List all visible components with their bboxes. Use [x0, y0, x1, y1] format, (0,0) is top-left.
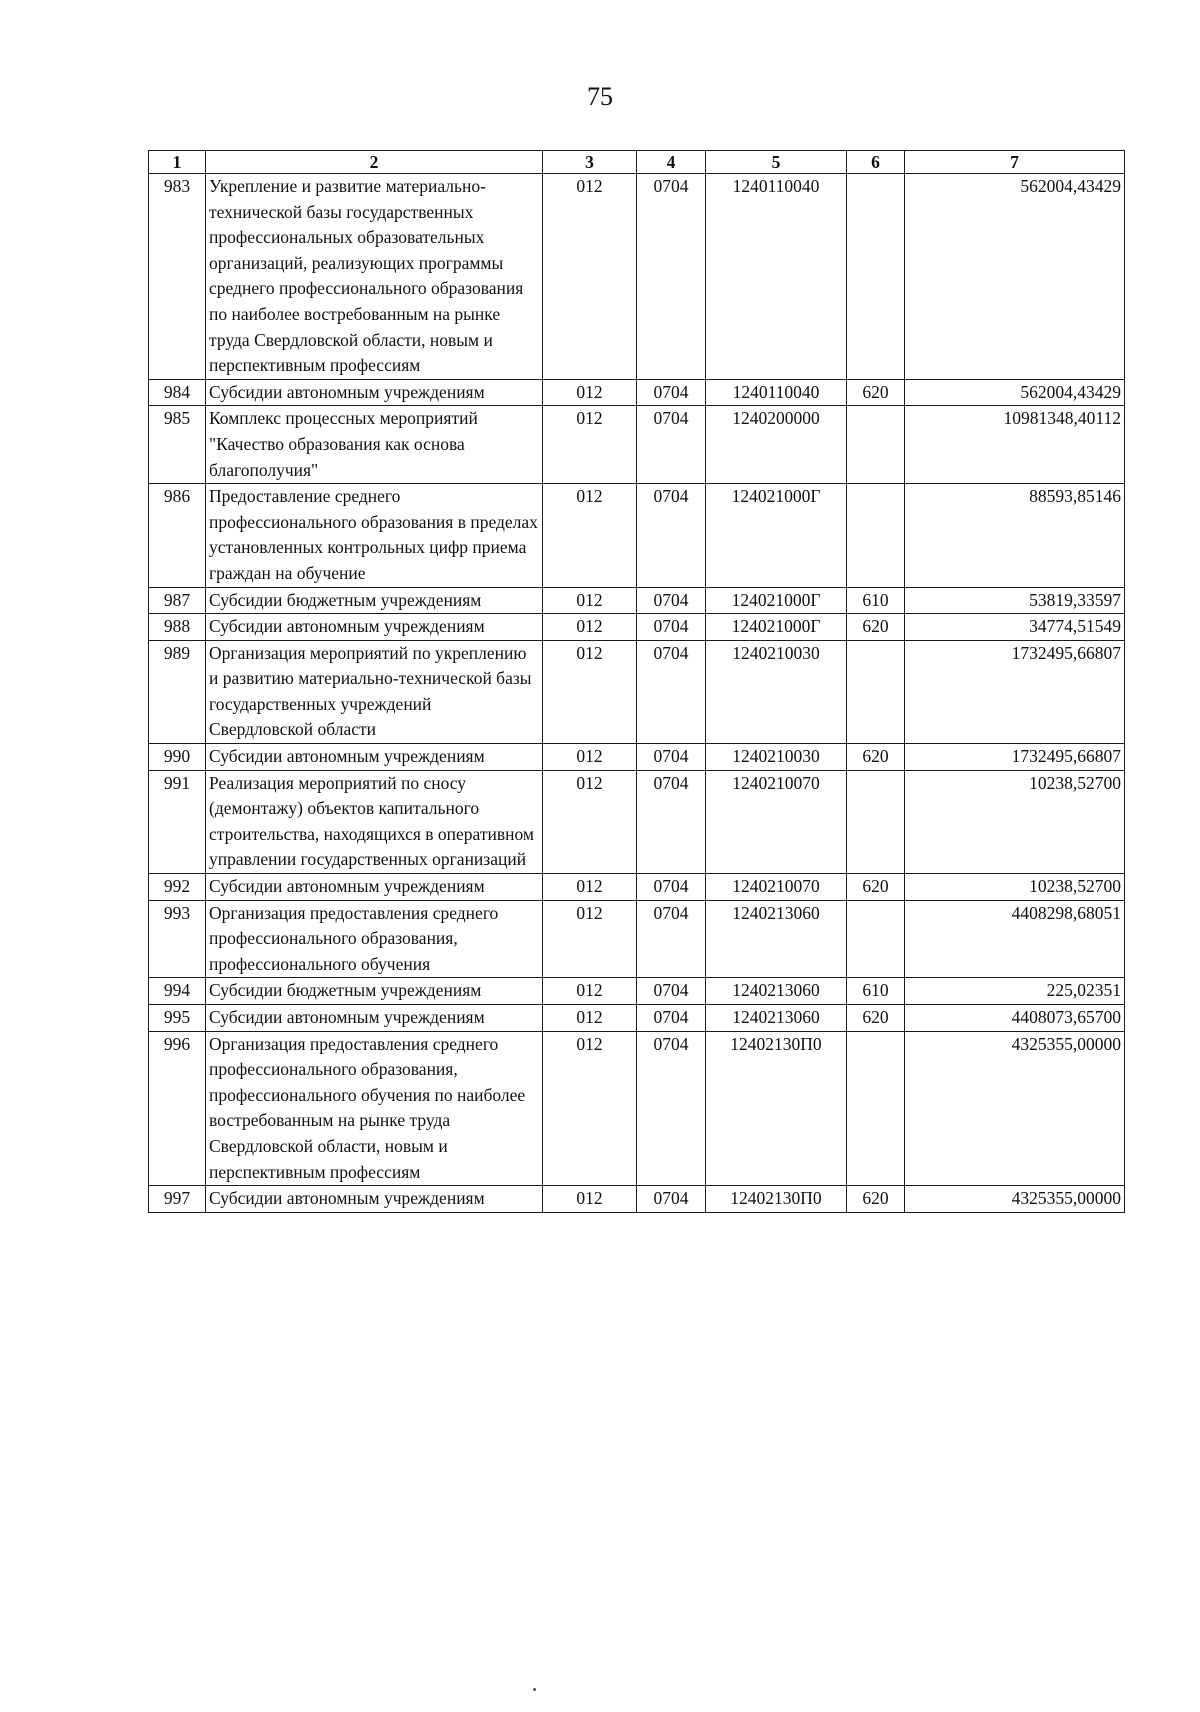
target-article-code-cell: 124021000Г — [706, 587, 847, 614]
item-name-cell: Комплекс процессных мероприятий "Качество образования как основа благополучия" — [206, 406, 543, 484]
administrator-code-cell: 012 — [543, 406, 637, 484]
item-name-cell: Реализация мероприятий по сносу (демонтажу) объектов капитального строительства, находящихся в оперативном управлении государственных организаций — [206, 770, 543, 873]
row-number-cell: 995 — [149, 1005, 206, 1032]
expense-type-code-cell — [847, 484, 905, 587]
table-row — [149, 874, 1125, 901]
amount-cell: 225,02351 — [905, 978, 1125, 1005]
expense-type-code-cell — [847, 1031, 905, 1186]
item-name-cell: Субсидии автономным учреждениям — [206, 614, 543, 641]
column-header: 2 — [206, 151, 543, 174]
administrator-code-cell: 012 — [543, 640, 637, 743]
administrator-code-cell: 012 — [543, 1031, 637, 1186]
target-article-code-cell: 1240213060 — [706, 978, 847, 1005]
target-article-code-cell: 1240200000 — [706, 406, 847, 484]
amount-cell: 88593,85146 — [905, 484, 1125, 587]
item-name-cell: Укрепление и развитие материально-технической базы государственных профессиональных образовательных организаций, реализующих программы среднего профессионального образования по наиболее востребованным на рынке труда Свердловской области, новым и перспективным профессиям — [206, 174, 543, 380]
table-header — [149, 151, 1125, 174]
section-code-cell: 0704 — [637, 978, 706, 1005]
amount-cell: 4325355,00000 — [905, 1031, 1125, 1186]
target-article-code-cell: 124021000Г — [706, 484, 847, 587]
administrator-code-cell: 012 — [543, 587, 637, 614]
expense-type-code-cell — [847, 900, 905, 978]
item-name-cell: Субсидии автономным учреждениям — [206, 1186, 543, 1213]
table-row — [149, 614, 1125, 641]
item-name-cell: Организация предоставления среднего профессионального образования, профессионального обучения по наиболее востребованным на рынке труда Свердловской области, новым и перспективным профессиям — [206, 1031, 543, 1186]
target-article-code-cell: 12402130П0 — [706, 1031, 847, 1186]
column-header: 3 — [543, 151, 637, 174]
row-number-cell: 986 — [149, 484, 206, 587]
table-row — [149, 174, 1125, 380]
row-number-cell: 993 — [149, 900, 206, 978]
column-header: 1 — [149, 151, 206, 174]
column-header: 4 — [637, 151, 706, 174]
row-number-cell: 991 — [149, 770, 206, 873]
expense-type-code-cell: 620 — [847, 744, 905, 771]
administrator-code-cell: 012 — [543, 978, 637, 1005]
expense-type-code-cell — [847, 174, 905, 380]
administrator-code-cell: 012 — [543, 900, 637, 978]
amount-cell: 34774,51549 — [905, 614, 1125, 641]
section-code-cell: 0704 — [637, 174, 706, 380]
table-row — [149, 1186, 1125, 1213]
row-number-cell: 992 — [149, 874, 206, 901]
table-row — [149, 1031, 1125, 1186]
expense-type-code-cell: 610 — [847, 587, 905, 614]
table-row — [149, 770, 1125, 873]
amount-cell: 4408298,68051 — [905, 900, 1125, 978]
target-article-code-cell: 1240110040 — [706, 174, 847, 380]
row-number-cell: 985 — [149, 406, 206, 484]
amount-cell: 10981348,40112 — [905, 406, 1125, 484]
column-header: 5 — [706, 151, 847, 174]
table-row — [149, 406, 1125, 484]
expense-type-code-cell — [847, 406, 905, 484]
amount-cell: 10238,52700 — [905, 874, 1125, 901]
table-row — [149, 978, 1125, 1005]
administrator-code-cell: 012 — [543, 1186, 637, 1213]
scan-speck — [533, 1688, 536, 1691]
administrator-code-cell: 012 — [543, 770, 637, 873]
item-name-cell: Субсидии автономным учреждениям — [206, 1005, 543, 1032]
amount-cell: 4325355,00000 — [905, 1186, 1125, 1213]
amount-cell: 562004,43429 — [905, 174, 1125, 380]
expense-type-code-cell: 620 — [847, 614, 905, 641]
item-name-cell: Организация мероприятий по укреплению и развитию материально-технической базы государственных учреждений Свердловской области — [206, 640, 543, 743]
item-name-cell: Субсидии бюджетным учреждениям — [206, 978, 543, 1005]
amount-cell: 10238,52700 — [905, 770, 1125, 873]
expense-type-code-cell — [847, 640, 905, 743]
table-row — [149, 1005, 1125, 1032]
column-header: 7 — [905, 151, 1125, 174]
table-row — [149, 744, 1125, 771]
section-code-cell: 0704 — [637, 900, 706, 978]
administrator-code-cell: 012 — [543, 484, 637, 587]
target-article-code-cell: 12402130П0 — [706, 1186, 847, 1213]
table-row — [149, 640, 1125, 743]
administrator-code-cell: 012 — [543, 379, 637, 406]
row-number-cell: 994 — [149, 978, 206, 1005]
row-number-cell: 989 — [149, 640, 206, 743]
section-code-cell: 0704 — [637, 640, 706, 743]
target-article-code-cell: 1240210030 — [706, 640, 847, 743]
section-code-cell: 0704 — [637, 484, 706, 587]
target-article-code-cell: 1240210030 — [706, 744, 847, 771]
item-name-cell: Предоставление среднего профессионального образования в пределах установленных контрольных цифр приема граждан на обучение — [206, 484, 543, 587]
expense-type-code-cell: 620 — [847, 1186, 905, 1213]
section-code-cell: 0704 — [637, 587, 706, 614]
table-row — [149, 587, 1125, 614]
amount-cell: 1732495,66807 — [905, 640, 1125, 743]
item-name-cell: Субсидии автономным учреждениям — [206, 874, 543, 901]
row-number-cell: 983 — [149, 174, 206, 380]
row-number-cell: 987 — [149, 587, 206, 614]
table-row — [149, 900, 1125, 978]
row-number-cell: 990 — [149, 744, 206, 771]
section-code-cell: 0704 — [637, 1186, 706, 1213]
section-code-cell: 0704 — [637, 770, 706, 873]
section-code-cell: 0704 — [637, 406, 706, 484]
row-number-cell: 997 — [149, 1186, 206, 1213]
column-header: 6 — [847, 151, 905, 174]
administrator-code-cell: 012 — [543, 174, 637, 380]
administrator-code-cell: 012 — [543, 614, 637, 641]
amount-cell: 562004,43429 — [905, 379, 1125, 406]
section-code-cell: 0704 — [637, 379, 706, 406]
table-body — [149, 174, 1125, 1213]
expense-type-code-cell: 620 — [847, 379, 905, 406]
amount-cell: 4408073,65700 — [905, 1005, 1125, 1032]
item-name-cell: Субсидии автономным учреждениям — [206, 744, 543, 771]
target-article-code-cell: 1240210070 — [706, 874, 847, 901]
amount-cell: 53819,33597 — [905, 587, 1125, 614]
target-article-code-cell: 1240110040 — [706, 379, 847, 406]
item-name-cell: Субсидии бюджетным учреждениям — [206, 587, 543, 614]
row-number-cell: 996 — [149, 1031, 206, 1186]
administrator-code-cell: 012 — [543, 744, 637, 771]
section-code-cell: 0704 — [637, 1005, 706, 1032]
target-article-code-cell: 1240210070 — [706, 770, 847, 873]
table-row — [149, 379, 1125, 406]
expense-type-code-cell — [847, 770, 905, 873]
target-article-code-cell: 124021000Г — [706, 614, 847, 641]
amount-cell: 1732495,66807 — [905, 744, 1125, 771]
expense-type-code-cell: 610 — [847, 978, 905, 1005]
item-name-cell: Организация предоставления среднего профессионального образования, профессионального обучения — [206, 900, 543, 978]
administrator-code-cell: 012 — [543, 874, 637, 901]
row-number-cell: 988 — [149, 614, 206, 641]
administrator-code-cell: 012 — [543, 1005, 637, 1032]
item-name-cell: Субсидии автономным учреждениям — [206, 379, 543, 406]
target-article-code-cell: 1240213060 — [706, 900, 847, 978]
target-article-code-cell: 1240213060 — [706, 1005, 847, 1032]
section-code-cell: 0704 — [637, 614, 706, 641]
expense-type-code-cell: 620 — [847, 874, 905, 901]
budget-table — [148, 150, 1125, 1213]
section-code-cell: 0704 — [637, 874, 706, 901]
header-row — [149, 151, 1125, 174]
section-code-cell: 0704 — [637, 744, 706, 771]
table-row — [149, 484, 1125, 587]
page-number: 75 — [587, 82, 613, 111]
section-code-cell: 0704 — [637, 1031, 706, 1186]
expense-type-code-cell: 620 — [847, 1005, 905, 1032]
row-number-cell: 984 — [149, 379, 206, 406]
